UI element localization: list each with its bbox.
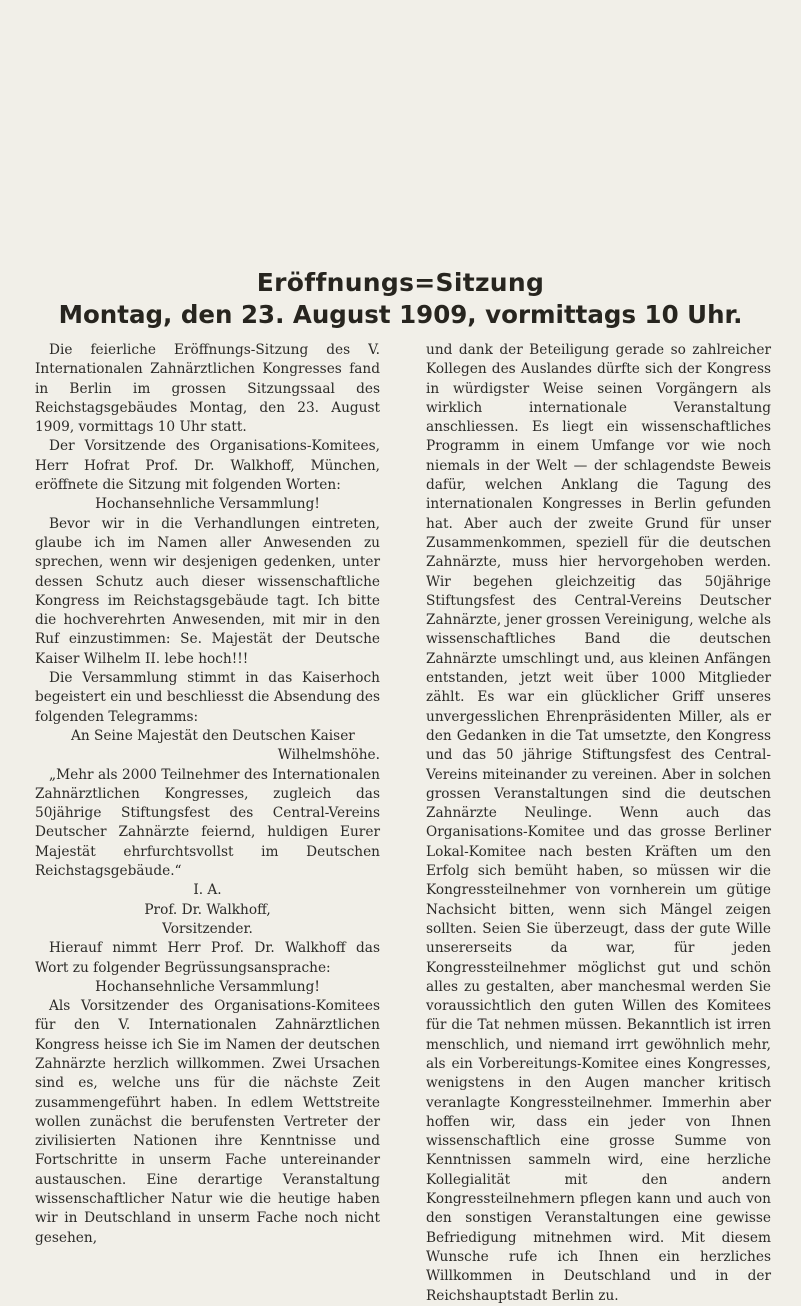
- left-column: [35, 341, 380, 1248]
- salutation: Hochansehnliche Versammlung!: [95, 978, 320, 995]
- telegram-text: „Mehr als 2000 Teilnehmer des Internationalen Zahnärztlichen Kongresses, zugleich das 50jährige Stiftungsfest des Central-Vereins Deutscher Zahnärzte feiernd, huldigen Eurer Majestät ehrfurchtsvollst im Deutschen Reichstagsgebäude.“: [35, 766, 380, 880]
- title-block: [0, 268, 801, 330]
- telegram-place: Wilhelmshöhe.: [277, 747, 380, 764]
- paragraph: Die feierliche Eröffnungs-Sitzung des V. Internationalen Zahnärztlichen Kongresses fand in Berlin im grossen Sitzungssaal des Reichstagsgebäudes Montag, den 23. August 1909, vormittags 10 Uhr statt.: [35, 342, 380, 436]
- signature-name: Prof. Dr. Walkhoff,: [144, 901, 271, 918]
- paragraph: Der Vorsitzende des Organisations-Komitees, Herr Hofrat Prof. Dr. Walkhoff, München, eröffnete die Sitzung mit folgenden Worten:: [35, 438, 380, 494]
- paragraph: Hierauf nimmt Herr Prof. Dr. Walkhoff das Wort zu folgender Begrüssungsansprache:: [35, 940, 380, 976]
- telegram-address: An Seine Majestät den Deutschen Kaiser: [71, 727, 355, 744]
- salutation: Hochansehnliche Versammlung!: [95, 496, 320, 513]
- paragraph: Die Versammlung stimmt in das Kaiserhoch begeistert ein und beschliesst die Absendung des folgenden Telegramms:: [35, 670, 380, 725]
- signature-role: Vorsitzender.: [162, 920, 253, 937]
- paragraph: Als Vorsitzender des Organisations-Komitees für den V. Internationalen Zahnärztlichen Kongress heisse ich Sie im Namen der deutschen Zahnärzte herzlich willkommen. Zwei Ursachen sind es, welche uns für die nächste Zeit zusammengeführt haben. In edlem Wettstreite wollen zunächst die berufensten Vertreter der zivilisierten Nationen ihre Kenntnisse und Fortschritte in unserm Fache untereinander austauschen. Eine derartige Veranstaltung wissenschaftlicher Natur wie die heutige haben wir in Deutschland in unserm Fache noch nicht gesehen,: [35, 998, 380, 1246]
- right-column: [426, 341, 771, 1306]
- paragraph: Bevor wir in die Verhandlungen eintreten, glaube ich im Namen aller Anwesenden zu sprechen, wenn wir desjenigen gedenken, unter dessen Schutz auch dieser wissenschaftliche Kongress im Reichstagsgebäude tagt. Ich bitte die hochverehrten Anwesenden, mit mir in den Ruf einzustimmen: Se. Majestät der Deutsche Kaiser Wilhelm II. lebe hoch!!!: [35, 515, 380, 667]
- page-subtitle: Montag, den 23. August 1909, vormittags 10 Uhr.: [58, 300, 743, 329]
- paragraph: und dank der Beteiligung gerade so zahlreicher Kollegen des Auslandes dürfte sich der Kongress in würdigster Weise seinen Vorgängern als wirklich internationale Veranstaltung anschliessen. Es liegt ein wissenschaftliches Programm in einem Umfange vor wie noch niemals in der Welt — der schlagendste Beweis dafür, welchen Anklang die Tagung des internationalen Kongresses in Berlin gefunden hat. Aber auch der zweite Grund für unser Zusammenkommen, speziell für die deutschen Zahnärzte, muss hier hervorgehoben werden. Wir begehen gleichzeitig das 50jährige Stiftungsfest des Central-Vereins Deutscher Zahnärzte, jener grossen Vereinigung, welche als wissenschaftliches Band die deutschen Zahnärzte umschlingt und, aus kleinen Anfängen entstanden, jetzt weit über 1000 Mitglieder zählt. Es war ein glücklicher Griff unseres unvergesslichen Ehrenpräsidenten Miller, als er den Gedanken in die Tat umsetzte, den Kongress und das 50 jährige Stiftungsfest des Central-Vereins miteinander zu vereinen. Aber in solchen grossen Veranstaltungen sind die deutschen Zahnärzte Neulinge. Wenn auch das Organisations-Komitee und das grosse Berliner Lokal-Komitee nach besten Kräften um den Erfolg sich bemüht haben, so müssen wir die Kongressteilnehmer von vornherein um gütige Nachsicht bitten, wenn sich Mängel zeigen sollten. Seien Sie überzeugt, dass der gute Wille unsererseits da war, für jeden Kongressteilnehmer möglichst gut und schön alles zu gestalten, aber manchesmal werden Sie voraussichtlich den guten Willen des Komitees für die Tat nehmen müssen. Bekanntlich ist irren menschlich, und niemand irrt gewöhnlich mehr, als ein Vorbereitungs-Komitee eines Kongresses, wenigstens in den Augen mancher kritisch veranlagte Kongressteilnehmer. Immerhin aber hoffen wir, dass ein jeder von Ihnen wissenschaftlich eine grosse Summe von Kenntnissen sammeln wird, eine herzliche Kollegialität mit den andern Kongressteilnehmern pflegen kann und auch von den sonstigen Veranstaltungen eine gewisse Befriedigung mitnehmen wird. Mit diesem Wunsche rufe ich Ihnen ein herzliches Willkommen in Deutschland und in der Reichshauptstadt Berlin zu.: [426, 342, 771, 1304]
- page-title: Eröffnungs=Sitzung: [256, 268, 545, 297]
- signature-ia: I. A.: [193, 882, 222, 899]
